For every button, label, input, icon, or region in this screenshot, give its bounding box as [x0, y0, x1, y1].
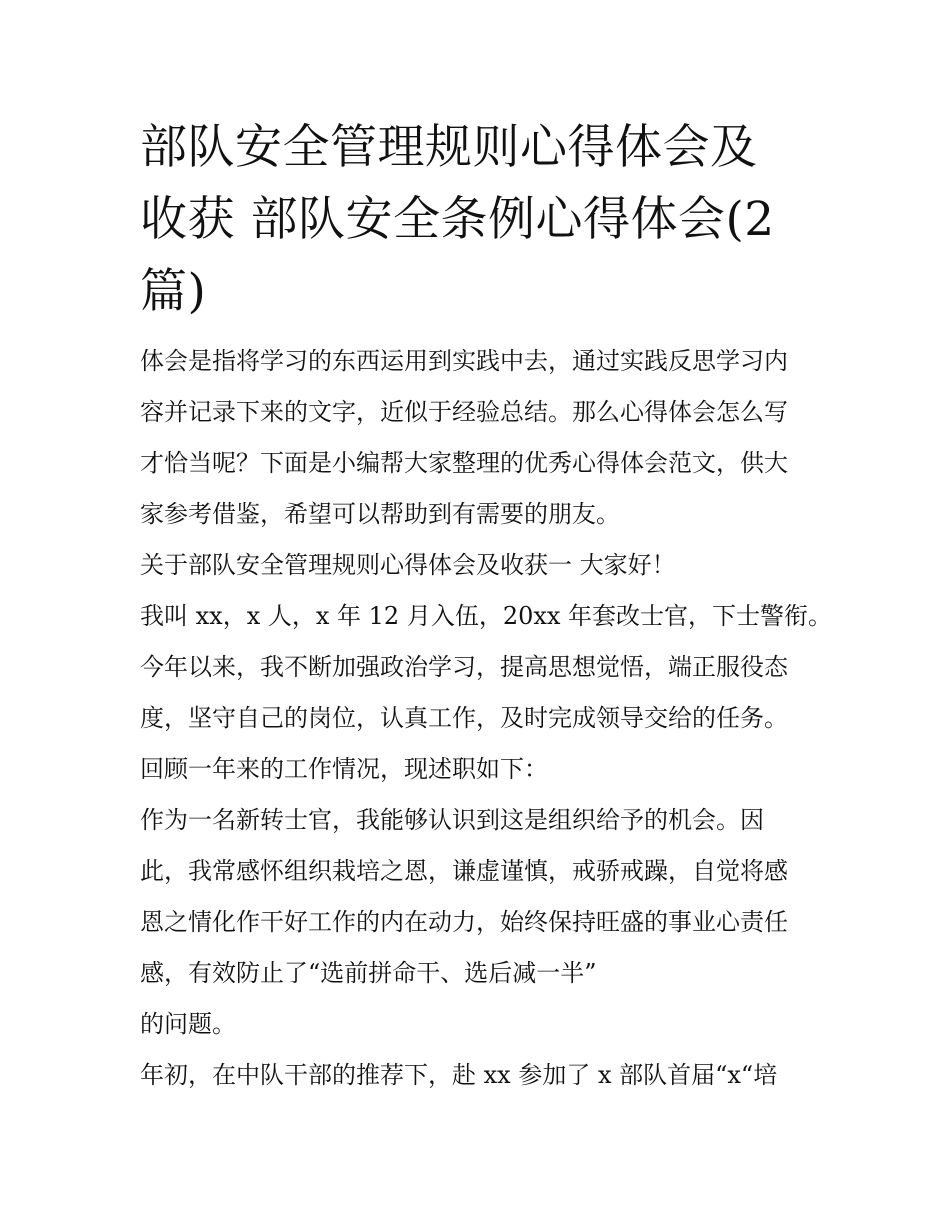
text-line: 容并记录下来的文字，近似于经验总结。那么心得体会怎么写: [140, 398, 788, 426]
gratitude-paragraph: [140, 795, 830, 999]
text-line: 恩之情化作干好工作的内在动力，始终保持旺盛的事业心责任: [140, 908, 788, 936]
text-line: 才恰当呢？下面是小编帮大家整理的优秀心得体会范文，供大: [140, 449, 788, 477]
text-line: 度，坚守自己的岗位，认真工作，及时完成领导交给的任务。: [140, 704, 788, 732]
text-line: 我叫 xx，x 人，x 年 12 月入伍，20xx 年套改士官，下士警衔。: [140, 602, 833, 630]
text-line: 关于部队安全管理规则心得体会及收获一 大家好！: [140, 551, 676, 579]
text-line: 回顾一年来的工作情况，现述职如下：: [140, 755, 548, 783]
title-line: 篇): [140, 264, 207, 319]
text-line: 感，有效防止了“选前拼命干、选后减一半”: [140, 959, 597, 987]
document-content: [140, 112, 833, 1101]
training-paragraph: [140, 1050, 830, 1101]
text-line: 体会是指将学习的东西运用到实践中去，通过实践反思学习内: [140, 347, 788, 375]
intro-paragraph: [140, 336, 830, 540]
title-line: 部队安全管理规则心得体会及: [140, 120, 758, 175]
work-attitude-paragraph: [140, 642, 830, 744]
text-line: 年初，在中队干部的推荐下，赴 xx 参加了 x 部队首届“x“培: [140, 1061, 778, 1089]
text-line: 此，我常感怀组织栽培之恩，谦虚谨慎，戒骄戒躁，自觉将感: [140, 857, 788, 885]
title-line: 收获 部队安全条例心得体会(2: [140, 192, 775, 247]
text-line: 家参考借鉴，希望可以帮助到有需要的朋友。: [140, 500, 620, 528]
section-heading-paragraph: [140, 540, 830, 591]
self-introduction-paragraph: [140, 591, 833, 642]
text-line: 的问题。: [140, 1010, 236, 1038]
review-paragraph: [140, 744, 830, 795]
text-line: 作为一名新转士官，我能够认识到这是组织给予的机会。因: [140, 806, 764, 834]
text-line: 今年以来，我不断加强政治学习，提高思想觉悟，端正服役态: [140, 653, 788, 681]
document-title: [140, 112, 830, 328]
problem-paragraph: [140, 999, 830, 1050]
